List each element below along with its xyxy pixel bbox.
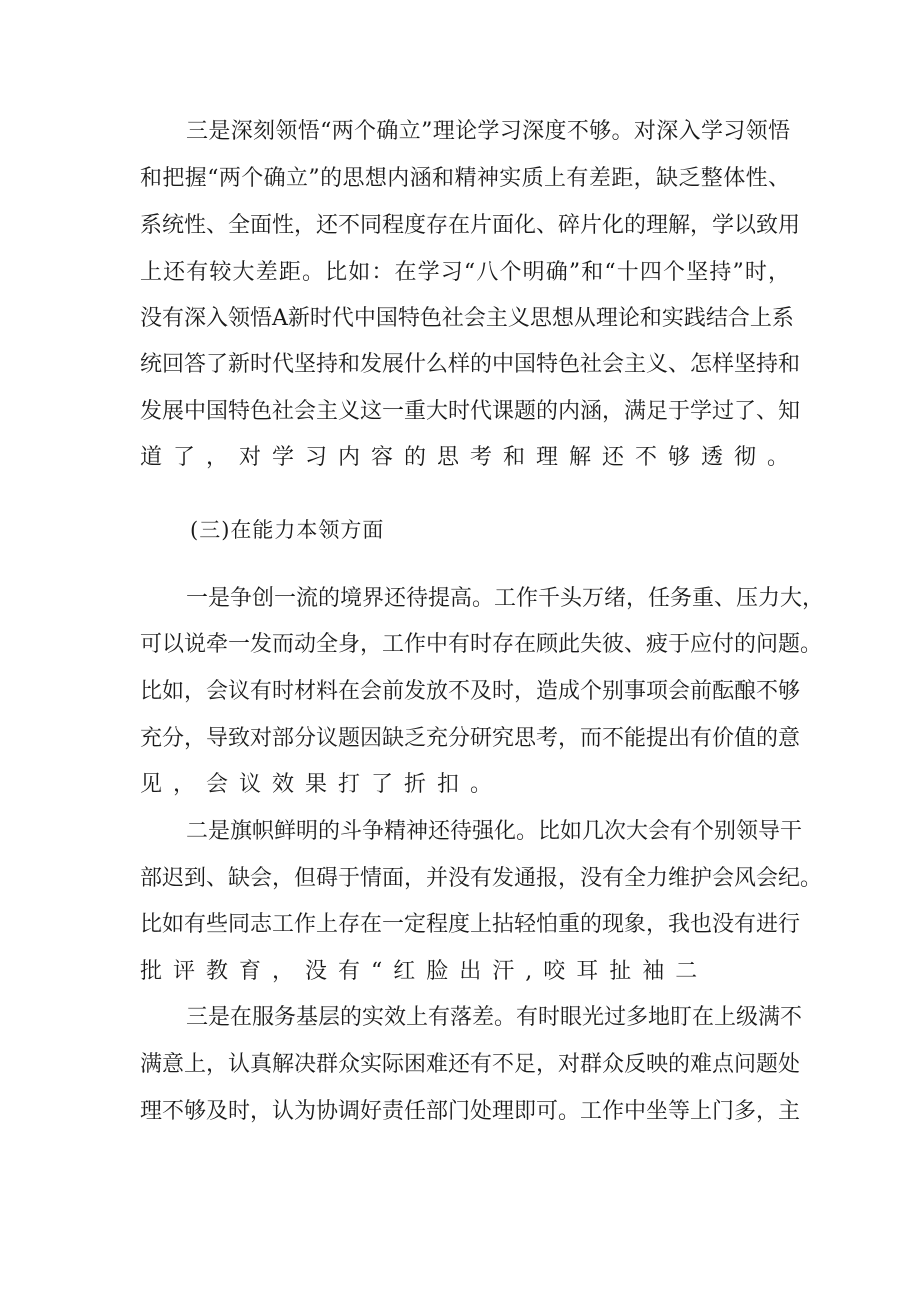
paragraph-line: 发展中国特色社会主义这一重大时代课题的内涵，满足于学过了、知: [140, 399, 801, 424]
paragraph-line: 三是深刻领悟“两个确立”理论学习深度不够。对深入学习领悟: [186, 119, 790, 144]
paragraph-line: 可以说牵一发而动全身，工作中有时存在顾此失彼、疲于应付的问题。: [140, 632, 823, 657]
paragraph-line: 部迟到、缺会，但碍于情面，并没有发通报，没有全力维护会风会纪。: [140, 866, 823, 891]
paragraph-line: 三是在服务基层的实效上有落差。有时眼光过多地盯在上级满不: [186, 1005, 803, 1030]
paragraph-line: 统回答了新时代坚持和发展什么样的中国特色社会主义、怎样坚持和: [140, 352, 801, 377]
paragraph-line: 比如，会议有时材料在会前发放不及时，造成个别事项会前酝酿不够: [140, 679, 801, 704]
paragraph-line: 理不够及时，认为协调好责任部门处理即可。工作中坐等上门多，主: [140, 1099, 801, 1124]
paragraph-line: 道了，对学习内容的思考和理解还不够透彻。: [140, 445, 801, 470]
paragraph-line: 比如有些同志工作上存在一定程度上拈轻怕重的现象，我也没有进行: [140, 912, 801, 937]
paragraph-line: 没有深入领悟A新时代中国特色社会主义思想从理论和实践结合上系: [140, 306, 794, 331]
paragraph-line: 一是争创一流的境界还待提高。工作千头万绪，任务重、压力大，: [186, 586, 825, 611]
paragraph-line: 系统性、全面性，还不同程度存在片面化、碎片化的理解，学以致用: [140, 213, 801, 238]
paragraph-line: 和把握“两个确立”的思想内涵和精神实质上有差距，缺乏整体性、: [140, 166, 790, 191]
section-heading: (三)在能力本领方面: [190, 518, 385, 542]
paragraph-line: 见，会议效果打了折扣。: [140, 772, 504, 797]
paragraph-line: 批评教育，没有“红脸出汗,咬耳扯袖二: [140, 959, 709, 984]
paragraph-line: 二是旗帜鲜明的斗争精神还待强化。比如几次大会有个别领导干: [186, 819, 803, 844]
paragraph-line: 上还有较大差距。比如：在学习“八个明确”和“十四个坚持”时，: [140, 260, 790, 285]
paragraph-line: 充分，导致对部分议题因缺乏充分研究思考，而不能提出有价值的意: [140, 726, 801, 751]
paragraph-line: 满意上，认真解决群众实际困难还有不足，对群众反映的难点问题处: [140, 1052, 801, 1077]
